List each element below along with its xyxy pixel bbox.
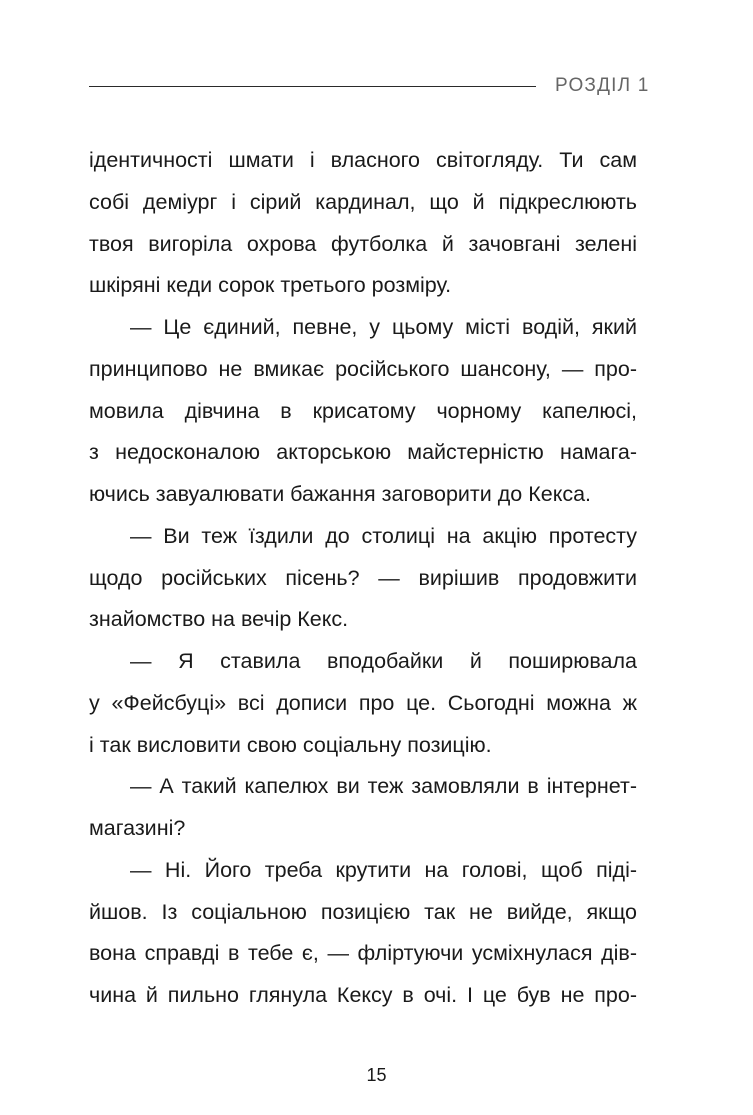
text-line: ідентичності шмати і власного світогляду. Ти сам xyxy=(89,148,637,172)
text-line: — Я ставила вподобайки й поширювала xyxy=(130,649,637,673)
text-line: з недосконалою акторською майстерністю намага- xyxy=(89,440,637,465)
text-line: йшов. Із соціальною позицією так не вийде, якщо xyxy=(89,899,637,924)
text-line: шкіряні кеди сорок третього розміру. xyxy=(89,273,452,298)
text-line: у «Фейсбуці» всі дописи про це. Сьогодні можна ж xyxy=(89,690,637,715)
running-head: РОЗДІЛ 1 xyxy=(555,75,650,96)
text-line: магазині? xyxy=(89,816,186,840)
text-line: — Це єдиний, певне, у цьому місті водій, який xyxy=(130,315,637,339)
text-line: знайомство на вечір Кекс. xyxy=(89,607,349,632)
text-line: і так висловити свою соціальну позицію. xyxy=(89,732,492,757)
text-line: ючись завуалювати бажання заговорити до Кекса. xyxy=(89,482,592,506)
body-text xyxy=(89,140,637,1017)
text-line: — А такий капелюх ви теж замовляли в інтернет- xyxy=(130,774,637,799)
text-line: твоя вигоріла охрова футболка й зачовгані зелені xyxy=(89,231,637,256)
page-number: 15 xyxy=(366,1065,387,1085)
text-line: мовила дівчина в крисатому чорному капелюсі, xyxy=(89,398,637,423)
text-line: собі деміург і сірий кардинал, що й підкреслюють xyxy=(89,189,637,214)
text-line: принципово не вмикає російського шансону, — про- xyxy=(89,356,637,381)
text-line: — Ні. Його треба крутити на голові, щоб піді- xyxy=(130,857,637,882)
text-line: — Ви теж їздили до столиці на акцію протесту xyxy=(130,523,637,548)
header-rule xyxy=(89,86,536,87)
text-line: щодо російських пісень? — вирішив продовжити xyxy=(89,565,637,590)
text-line: чина й пильно глянула Кексу в очі. І це був не про- xyxy=(89,983,637,1007)
text-line: вона справді в тебе є, — фліртуючи усміхнулася дів- xyxy=(89,941,637,966)
